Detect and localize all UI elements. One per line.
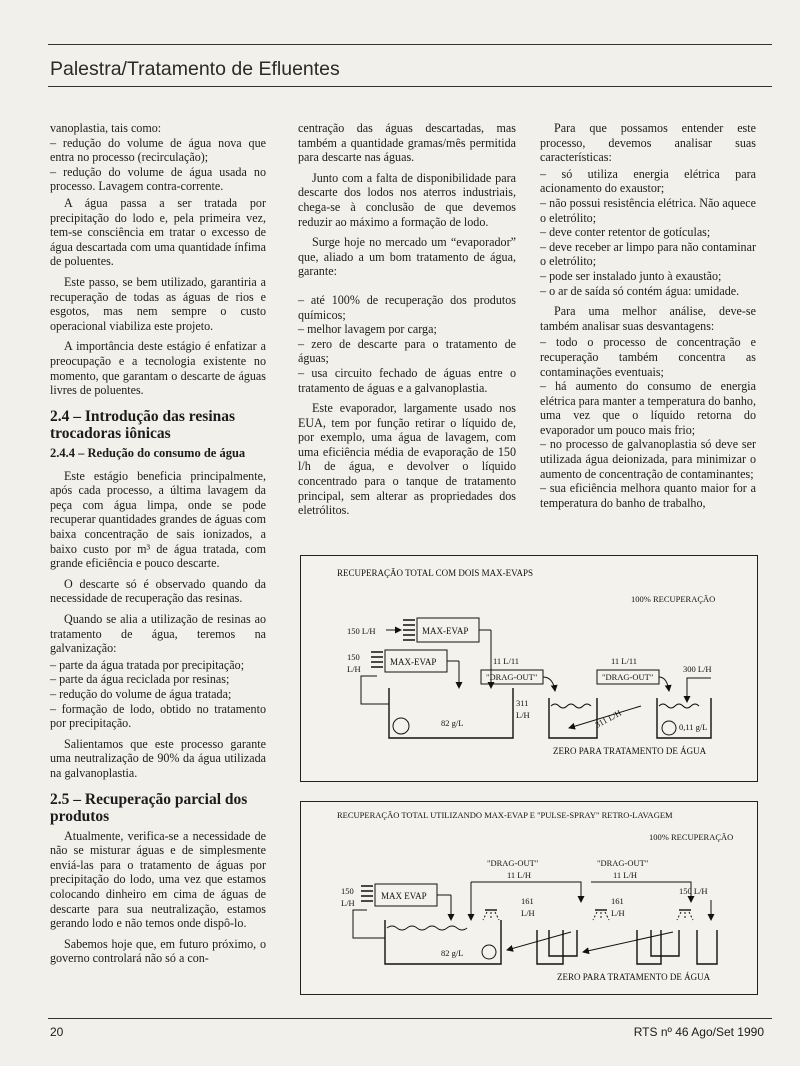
- paragraph: Quando se alia a utilização de resinas ao tratamento de água, teremos na galvanização:: [50, 612, 266, 656]
- list-item: – redução do volume de água nova que entra no processo (recirculação);: [50, 135, 266, 165]
- concentration-label: 311 L/H: [593, 707, 623, 730]
- header-bottom-rule: [48, 86, 772, 87]
- spray-nozzle-icon: [677, 910, 693, 920]
- list-item: – sua eficiência melhora quanto maior for a temperatura do banho de trabalho,: [540, 481, 756, 510]
- list-item: – melhor lavagem por carga;: [298, 322, 437, 337]
- concentration-label: L/H: [611, 908, 625, 918]
- dragout-label: "DRAG-OUT": [597, 858, 649, 868]
- diagram-pulse-spray: [300, 801, 758, 995]
- dragout-rate: 11 L/11: [611, 656, 638, 666]
- concentration-label: L/H: [521, 908, 535, 918]
- evaporator-label: MAX-EVAP: [422, 626, 469, 636]
- flow-label: 150: [341, 886, 354, 896]
- paragraph: Junto com a falta de disponibilidade para descarte dos lodos nos aterros industriais, chega-se à conclusão de que devemos reduzir ao máximo a formação de lodo.: [298, 170, 516, 229]
- paragraph: centração das águas descartadas, mas também a quantidade gramas/mês permitida para descarte nas águas.: [298, 121, 516, 165]
- dragout-rate: 11 L/H: [613, 870, 638, 880]
- evaporator-label: MAX-EVAP: [390, 657, 437, 667]
- concentration-label: L/H: [516, 710, 530, 720]
- list-item: – até 100% de recuperação dos produtos químicos;: [298, 292, 516, 322]
- concentration-label: 311: [516, 698, 529, 708]
- paragraph: A importância deste estágio é enfatizar a preocupação e a tecnologia existente no momento, que garantam o descarte de águas livres de poluentes.: [50, 339, 266, 398]
- pump-icon: [482, 945, 496, 959]
- diagram-two-max-evaps: [300, 555, 758, 782]
- list-item: – o ar de saída só contém água: umidade.: [540, 283, 740, 298]
- paragraph: Salientamos que este processo garante uma neutralização de 90% da água utilizada na galvanoplastia.: [50, 736, 266, 780]
- paragraph: Atualmente, verifica-se a necessidade de não se misturar águas e de simplesmente enviá-las para o tratamento de águas por precipitação do lodo, uma vez que estamos colocando dinheiro em cima de águas de descarte para sua neutralização, estamos gerando lodo e não temos onde dispô-lo.: [50, 828, 266, 931]
- flow-label: 150 L/H: [679, 886, 708, 896]
- list-item: – parte da água tratada por precipitação;: [50, 657, 245, 672]
- list-item: – formação de lodo, obtido no tratamento por precipitação.: [50, 701, 266, 731]
- list-item: – no processo de galvanoplastia só deve ser utilizada água deionizada, para minimizar o aumento de concentração de contaminantes;: [540, 437, 756, 481]
- flow-label: L/H: [341, 898, 355, 908]
- dragout-rate: 11 L/11: [493, 656, 520, 666]
- list-item: – todo o processo de concentração e recuperação também concentra as contaminações eventuais;: [540, 335, 756, 379]
- list-item: – redução do volume de água tratada;: [50, 687, 232, 701]
- list-item: – redução do volume de água usada no processo. Lavagem contra-corrente.: [50, 164, 266, 194]
- evaporator-label: MAX EVAP: [381, 891, 427, 901]
- recovery-label: 100% RECUPERAÇÃO: [649, 832, 734, 842]
- zero-discharge-label: ZERO PARA TRATAMENTO DE ÁGUA: [553, 746, 707, 756]
- diagram-title: RECUPERAÇÃO TOTAL UTILIZANDO MAX-EVAP E "PULSE-SPRAY" RETRO-LAVAGEM: [337, 810, 673, 820]
- diagram-title: RECUPERAÇÃO TOTAL COM DOIS MAX-EVAPS: [337, 568, 533, 578]
- paragraph: A água passa a ser tratada por precipitação do lodo e, pela primeira vez, tem-se consciência em tratar o excesso de água descartada com uma quantidade ínfima de poluentes.: [50, 195, 266, 269]
- concentration-label: 82 g/L: [441, 718, 464, 728]
- page-number: 20: [50, 1025, 64, 1039]
- paragraph: Este estágio beneficia principalmente, após cada processo, a última lavagem da peça com água limpa, onde se pode recuperar quantidades grandes de águas com baixa concentração de sais ionizados, a baixo custo por m³ de água tratada, com grande eficiência e pouco descarte.: [50, 468, 266, 571]
- coil-icon: [403, 620, 415, 640]
- diagram-1-svg: [301, 556, 757, 781]
- list-item: – parte da água reciclada por resinas;: [50, 672, 230, 687]
- dragout-label: "DRAG-OUT": [602, 672, 654, 682]
- paragraph: Para que possamos entender este processo, devemos analisar suas características:: [540, 121, 756, 165]
- list-item: – deve conter retentor de gotículas;: [540, 225, 711, 240]
- list-item: – usa circuito fechado de águas entre o tratamento de águas e a galvanoplastia.: [298, 365, 516, 395]
- concentration-label: 161: [521, 896, 534, 906]
- page-title: Palestra/Tratamento de Efluentes: [50, 58, 340, 80]
- list-item: – não possui resistência elétrica. Não aquece o eletrólito;: [540, 195, 756, 225]
- diagram-2-svg: [301, 802, 757, 994]
- zero-discharge-label: ZERO PARA TRATAMENTO DE ÁGUA: [557, 972, 711, 982]
- flow-label: 150 L/H: [347, 626, 376, 636]
- coil-icon: [361, 886, 373, 901]
- paragraph: Este passo, se bem utilizado, garantiria a recuperação de todas as águas de rios e esgotos, mas nem sempre o custo operacional viabiliza este projeto.: [50, 274, 266, 333]
- list-item: – há aumento do consumo de energia elétrica para manter a temperatura do banho, uma vez que o líquido retorna do evaporador um pouco mais frio;: [540, 379, 756, 437]
- paragraph: vanoplastia, tais como:: [50, 121, 162, 135]
- concentration-label: 0,11 g/L: [679, 722, 708, 732]
- spray-nozzle-icon: [593, 910, 609, 920]
- paragraph: Para uma melhor análise, deve-se também analisar suas desvantagens:: [540, 304, 756, 333]
- flow-label: 300 L/H: [683, 664, 712, 674]
- issue-info: RTS nº 46 Ago/Set 1990: [633, 1025, 764, 1039]
- flow-label: L/H: [347, 664, 361, 674]
- dragout-label: "DRAG-OUT": [486, 672, 538, 682]
- dragout-label: "DRAG-OUT": [487, 858, 539, 868]
- paragraph: O descarte só é observado quando da necessidade de recuperação das resinas.: [50, 576, 266, 606]
- column-right: [540, 121, 756, 510]
- section-heading: 2.4 – Introdução das resinas trocadoras iônicas: [50, 407, 236, 442]
- column-middle: [298, 121, 516, 524]
- list-item: – pode ser instalado junto à exaustão;: [540, 268, 722, 283]
- subsection-heading: 2.4.4 – Redução do consumo de água: [50, 445, 246, 460]
- list-item: – zero de descarte para o tratamento de águas;: [298, 336, 516, 366]
- column-left: [50, 121, 266, 972]
- concentration-label: 161: [611, 896, 624, 906]
- spray-nozzle-icon: [483, 910, 499, 920]
- pump-icon: [662, 721, 676, 735]
- paragraph: Sabemos hoje que, em futuro próximo, o governo controlará não só a con-: [50, 936, 266, 966]
- flow-label: 150: [347, 652, 360, 662]
- dragout-rate: 11 L/H: [507, 870, 532, 880]
- pump-icon: [393, 718, 409, 734]
- final-rinse-tank: [697, 930, 717, 964]
- footer-rule: [48, 1018, 772, 1019]
- list-item: – só utiliza energia elétrica para acionamento do exaustor;: [540, 166, 756, 196]
- concentration-label: 82 g/L: [441, 948, 464, 958]
- section-heading: 2.5 – Recuperação parcial dos produtos: [50, 790, 248, 825]
- paragraph: Surge hoje no mercado um “evaporador” que, aliado a um bom tratamento de água, garante:: [298, 235, 516, 279]
- paragraph: Este evaporador, largamente usado nos EUA, tem por função retirar o líquido de, por exemplo, uma água de lavagem, com uma eficiência média de evaporação de 150 l/h de água, e devolver o líquido concentrado para o tanque de tratamento principal, sem alterar as propriedades dos eletrólitos.: [298, 401, 516, 518]
- recovery-label: 100% RECUPERAÇÃO: [631, 594, 716, 604]
- list-item: – deve receber ar limpo para não contaminar o eletrólito;: [540, 239, 756, 269]
- coil-icon: [371, 652, 383, 667]
- header-rule: [48, 44, 772, 45]
